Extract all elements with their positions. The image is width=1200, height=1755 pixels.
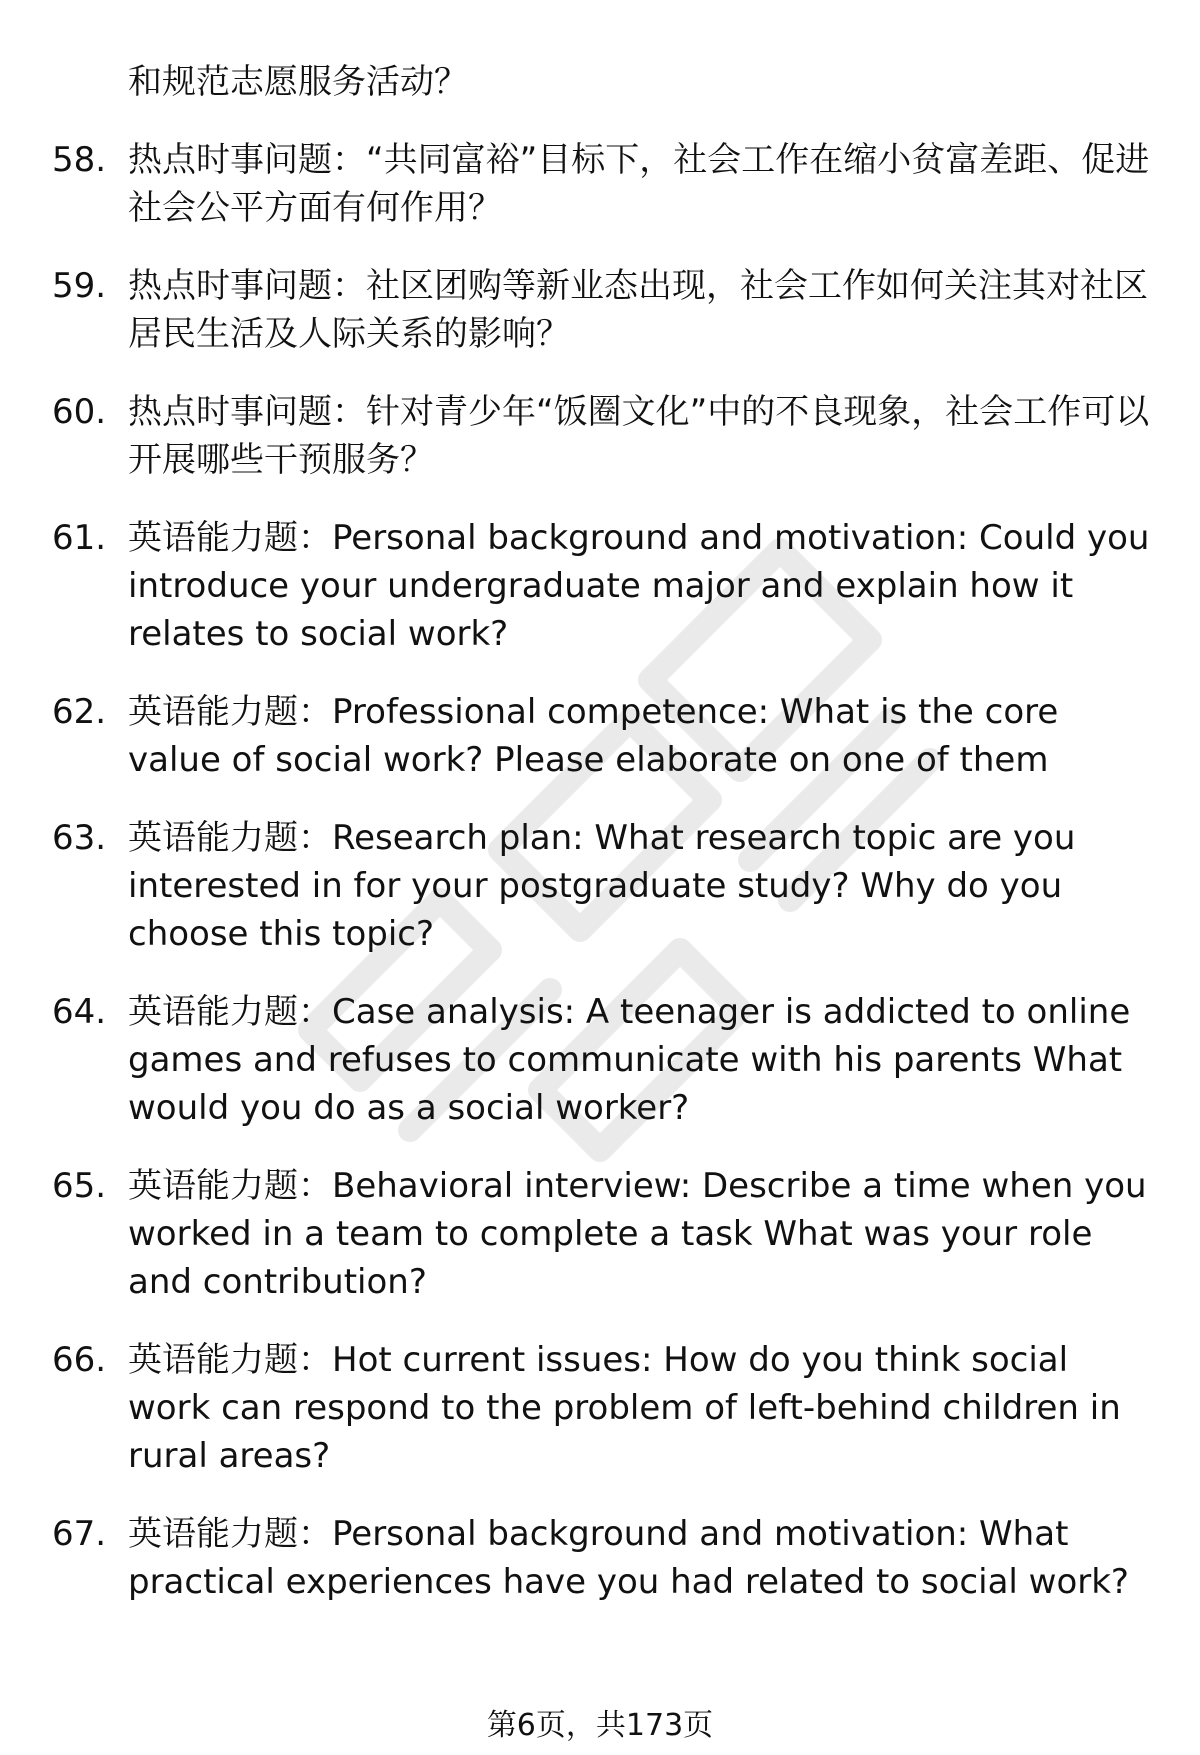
- question-number: 60.: [52, 392, 107, 432]
- question-item: [52, 388, 1152, 484]
- question-text: 热点时事问题：社区团购等新业态出现，社会工作如何关注其对社区居民生活及人际关系的影响？: [128, 266, 1148, 354]
- question-number: 66.: [52, 1340, 107, 1380]
- question-text: 英语能力题：Professional competence: What is the core value of social work? Please elaborate on one of them: [128, 692, 1059, 780]
- question-item: [52, 514, 1152, 658]
- question-item: [52, 1162, 1152, 1306]
- question-number: 67.: [52, 1514, 107, 1554]
- question-item: [52, 1336, 1152, 1480]
- question-number: 61.: [52, 518, 107, 558]
- question-number: 63.: [52, 818, 107, 858]
- question-text: 英语能力题：Behavioral interview: Describe a time when you worked in a team to complete a task What was your role and contribution?: [128, 1166, 1147, 1302]
- question-item: [52, 988, 1152, 1132]
- question-item: [52, 1510, 1152, 1606]
- question-item: [52, 814, 1152, 958]
- page-number-footer: 第6页，共173页: [486, 1708, 714, 1743]
- question-number: 58.: [52, 140, 107, 180]
- question-text: 热点时事问题：针对青少年“饭圈文化”中的不良现象，社会工作可以开展哪些干预服务？: [128, 392, 1150, 480]
- question-number: 65.: [52, 1166, 107, 1206]
- question-item: [52, 262, 1152, 358]
- question-number: 62.: [52, 692, 107, 732]
- question-text: 热点时事问题：“共同富裕”目标下，社会工作在缩小贫富差距、促进社会公平方面有何作用？: [128, 140, 1150, 228]
- question-text: 英语能力题：Case analysis: A teenager is addicted to online games and refuses to communicate with his parents What would you do as a social worker?: [128, 992, 1131, 1128]
- question-text: 英语能力题：Research plan: What research topic are you interested in for your postgraduate study? Why do you choose this topic?: [128, 818, 1076, 954]
- continued-question-text: 和规范志愿服务活动？: [128, 62, 468, 102]
- question-list: [52, 58, 1152, 1636]
- question-text: 英语能力题：Hot current issues: How do you think social work can respond to the problem of left-behind children in rural areas?: [128, 1340, 1121, 1476]
- question-item: [52, 136, 1152, 232]
- question-text: 英语能力题：Personal background and motivation: What practical experiences have you had related to social work?: [128, 1514, 1129, 1602]
- question-number: 64.: [52, 992, 107, 1032]
- question-number: 59.: [52, 266, 107, 306]
- question-item: [52, 688, 1152, 784]
- question-text: 英语能力题：Personal background and motivation: Could you introduce your undergraduate major and explain how it relates to social work?: [128, 518, 1150, 654]
